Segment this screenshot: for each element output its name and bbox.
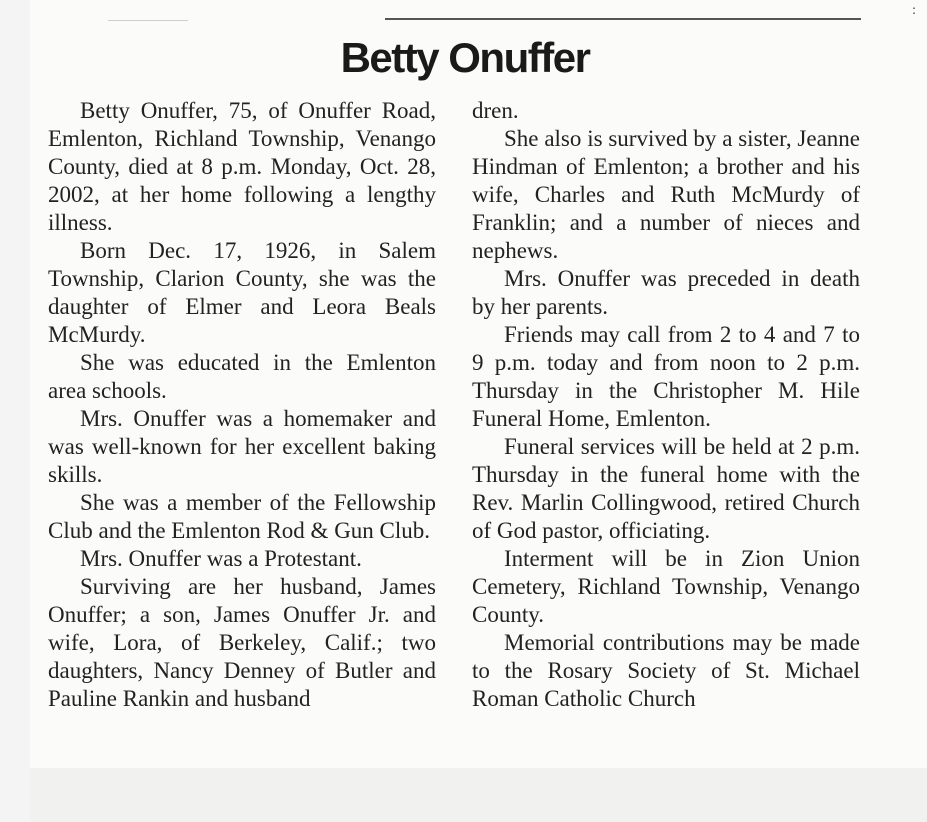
paragraph-services: Funeral services will be held at 2 p.m. Thursday in the funeral home with the Rev. Marlin Collingwood, retired Church of God pastor, officiating. (472, 434, 860, 543)
paragraph-memberships: She was a member of the Fellowship Club and the Emlenton Rod & Gun Club. (48, 490, 436, 543)
obituary-headline: Betty Onuffer (340, 34, 590, 81)
paragraph-occupation: Mrs. Onuffer was a homemaker and was well-known for her excellent baking skills. (48, 406, 436, 487)
paragraph-preceded: Mrs. Onuffer was preceded in death by her parents. (472, 266, 860, 319)
right-column (472, 97, 860, 713)
scan-left-margin (0, 0, 31, 822)
paragraph-interment: Interment will be in Zion Union Cemetery, Richland Township, Venango County. (472, 546, 860, 627)
edge-mark: : (912, 3, 917, 17)
paragraph-memorial: Memorial contributions may be made to the Rosary Society of St. Michael Roman Catholic Church (472, 630, 860, 711)
paragraph-religion: Mrs. Onuffer was a Protestant. (80, 546, 362, 571)
paragraph-continuation: dren. (472, 98, 519, 123)
paragraph-survivors: Surviving are her husband, James Onuffer; a son, James Onuffer Jr. and wife, Lora, of Berkeley, Calif.; two daughters, Nancy Denney of Butler and Pauline Rankin and husband (48, 574, 436, 711)
left-column (48, 97, 436, 713)
faint-rule (108, 20, 188, 21)
paragraph-birth: Born Dec. 17, 1926, in Salem Township, Clarion County, she was the daughter of Elmer and Leora Beals McMurdy. (48, 238, 436, 347)
paragraph-education: She was educated in the Emlenton area schools. (48, 350, 436, 403)
scan-bottom-margin (30, 768, 927, 822)
obituary-body (40, 95, 870, 763)
paragraph-siblings: She also is survived by a sister, Jeanne Hindman of Emlenton; a brother and his wife, Charles and Ruth McMurdy of Franklin; and a number of nieces and nephews. (472, 126, 860, 263)
top-rule (385, 18, 861, 20)
paragraph-visitation: Friends may call from 2 to 4 and 7 to 9 p.m. today and from noon to 2 p.m. Thursday in the Christopher M. Hile Funeral Home, Emlenton. (472, 322, 860, 431)
paragraph-death-notice: Betty Onuffer, 75, of Onuffer Road, Emlenton, Richland Township, Venango County, died at 8 p.m. Monday, Oct. 28, 2002, at her home following a lengthy illness. (48, 98, 436, 235)
